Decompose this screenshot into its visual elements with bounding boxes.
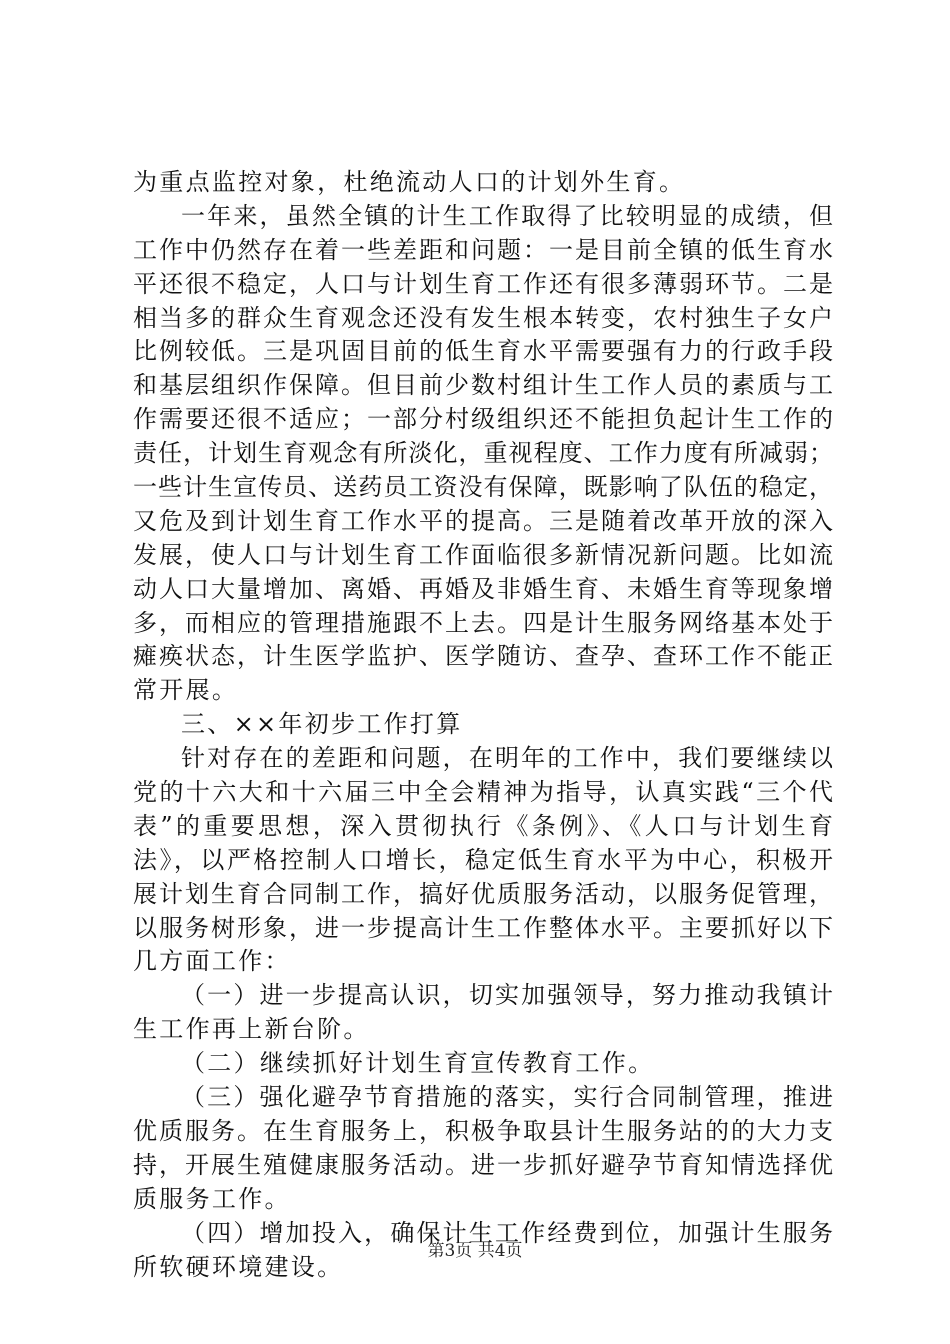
text-line: 平还很不稳定，人口与计划生育工作还有很多薄弱环节。二是 (133, 269, 833, 298)
text-line: 相当多的群众生育观念还没有发生根本转变，农村独生子女户 (133, 303, 833, 332)
text-line: 表”的重要思想，深入贯彻执行《条例》、《人口与计划生育 (133, 811, 833, 840)
text-line: 一些计生宣传员、送药员工资没有保障，既影响了队伍的稳定， (133, 473, 833, 502)
text-line: 工作中仍然存在着一些差距和问题：一是目前全镇的低生育水 (133, 235, 833, 264)
text-line: 为重点监控对象，杜绝流动人口的计划外生育。 (133, 168, 686, 196)
text-line: 又危及到计划生育工作水平的提高。三是随着改革开放的深入 (133, 506, 833, 535)
page-footer: 第3页 共4页 (427, 1241, 523, 1261)
text-line: 比例较低。三是巩固目前的低生育水平需要强有力的行政手段 (133, 337, 833, 366)
text-line: （四）增加投入，确保计生工作经费到位，加强计生服务 (181, 1218, 833, 1247)
text-line: 几方面工作： (133, 947, 291, 976)
text-line: 质服务工作。 (133, 1184, 291, 1213)
text-line: 法》，以严格控制人口增长，稳定低生育水平为中心，积极开 (133, 845, 833, 874)
text-line: 发展，使人口与计划生育工作面临很多新情况新问题。比如流 (133, 540, 833, 569)
text-line: 优质服务。在生育服务上，积极争取县计生服务站的的大力支 (133, 1116, 833, 1145)
text-line: （二）继续抓好计划生育宣传教育工作。 (181, 1049, 655, 1078)
text-line: 所软硬环境建设。 (133, 1252, 344, 1281)
text-line: （一）进一步提高认识，切实加强领导，努力推动我镇计 (181, 981, 833, 1010)
document-body (133, 166, 833, 1284)
text-line: 针对存在的差距和问题，在明年的工作中，我们要继续以 (181, 744, 833, 773)
text-line: 瘫痪状态，计生医学监护、医学随访、查孕、查环工作不能正 (133, 642, 833, 671)
text-line: 多，而相应的管理措施跟不上去。四是计生服务网络基本处于 (133, 608, 833, 637)
text-line: 作需要还很不适应；一部分村级组织还不能担负起计生工作的 (133, 405, 833, 434)
text-line: 生工作再上新台阶。 (133, 1015, 370, 1044)
text-line: 动人口大量增加、离婚、再婚及非婚生育、未婚生育等现象增 (133, 574, 833, 603)
text-line: 展计划生育合同制工作，搞好优质服务活动，以服务促管理， (133, 879, 833, 908)
text-line: 党的十六大和十六届三中全会精神为指导，认真实践“三个代 (133, 778, 833, 807)
text-line: 持，开展生殖健康服务活动。进一步抓好避孕节育知情选择优 (133, 1150, 833, 1179)
text-line: 以服务树形象，进一步提高计生工作整体水平。主要抓好以下 (133, 913, 833, 942)
text-line: 责任，计划生育观念有所淡化，重视程度、工作力度有所减弱； (133, 439, 833, 468)
text-line: （三）强化避孕节育措施的落实，实行合同制管理，推进 (181, 1083, 833, 1112)
text-line: 和基层组织作保障。但目前少数村组计生工作人员的素质与工 (133, 371, 833, 400)
text-line: 三、××年初步工作打算 (181, 710, 463, 739)
text-line: 常开展。 (133, 676, 239, 705)
text-line: 一年来，虽然全镇的计生工作取得了比较明显的成绩，但 (181, 201, 833, 230)
